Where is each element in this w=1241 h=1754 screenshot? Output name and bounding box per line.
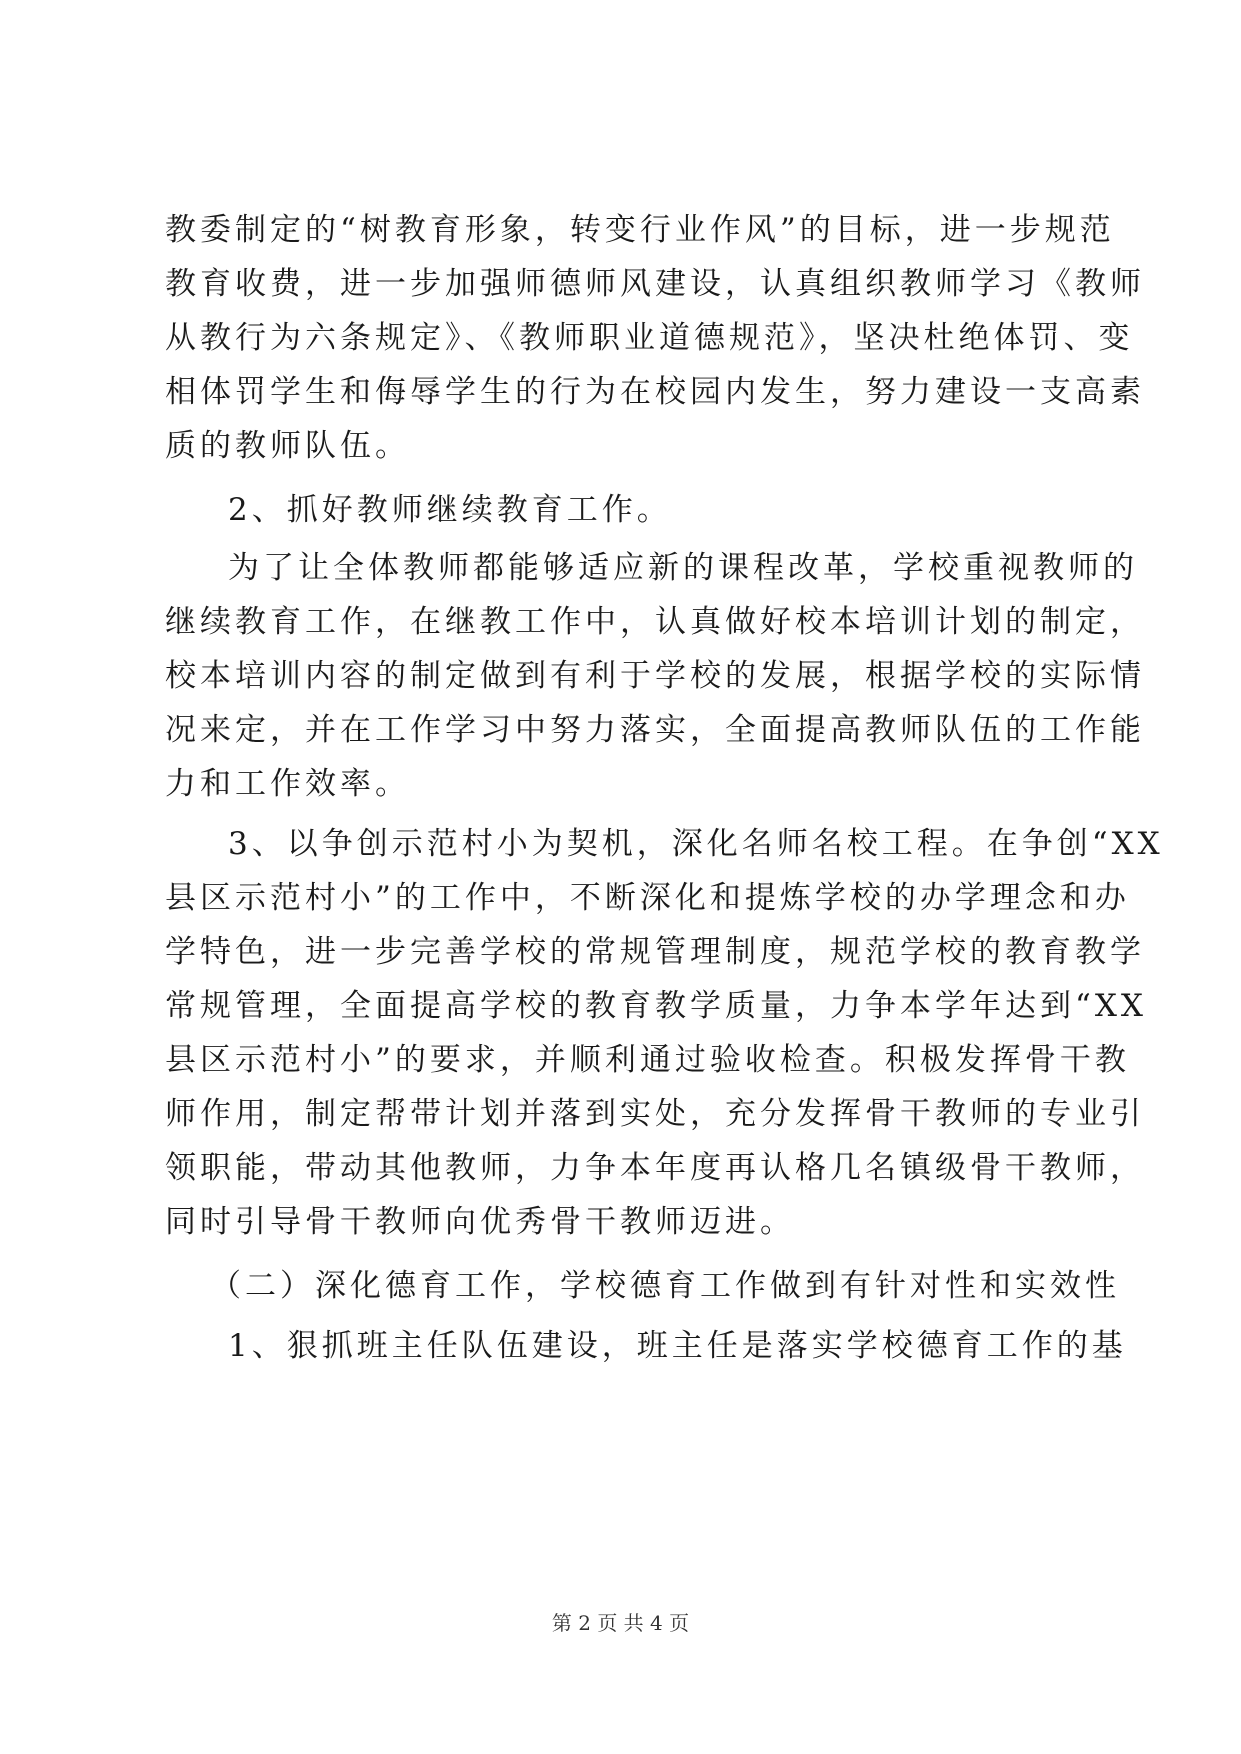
body-text-line: 同时引导骨干教师向优秀骨干教师迈进。 — [165, 1204, 795, 1240]
body-text-line: 为了让全体教师都能够适应新的课程改革，学校重视教师的 — [228, 550, 1138, 586]
body-text-line: 继续教育工作，在继教工作中，认真做好校本培训计划的制定， — [165, 604, 1145, 640]
body-text-line: 3、以争创示范村小为契机，深化名师名校工程。在争创“XX — [228, 826, 1164, 862]
body-text-line: 从教行为六条规定》、《教师职业道德规范》，坚决杜绝体罚、变 — [165, 320, 1134, 356]
body-text-line: 质的教师队伍。 — [165, 428, 410, 464]
page-footer: 第 2 页 共 4 页 — [551, 1611, 690, 1635]
body-text-line: 教育收费，进一步加强师德师风建设，认真组织教师学习《教师 — [165, 266, 1145, 302]
body-text-line: 力和工作效率。 — [165, 766, 410, 802]
body-text-line: 1、狠抓班主任队伍建设，班主任是落实学校德育工作的基 — [228, 1328, 1127, 1364]
body-text-line: 况来定，并在工作学习中努力落实，全面提高教师队伍的工作能 — [165, 712, 1145, 748]
body-text-line: 教委制定的“树教育形象，转变行业作风”的目标，进一步规范 — [165, 212, 1115, 248]
section-heading: 2、抓好教师继续教育工作。 — [228, 492, 672, 528]
section-heading: （二）深化德育工作，学校德育工作做到有针对性和实效性 — [210, 1268, 1120, 1304]
body-text-line: 师作用，制定帮带计划并落到实处，充分发挥骨干教师的专业引 — [165, 1096, 1145, 1132]
body-text-line: 相体罚学生和侮辱学生的行为在校园内发生，努力建设一支高素 — [165, 374, 1145, 410]
body-text-line: 常规管理，全面提高学校的教育教学质量，力争本学年达到“XX — [165, 988, 1147, 1024]
body-text-line: 校本培训内容的制定做到有利于学校的发展，根据学校的实际情 — [165, 658, 1145, 694]
body-text-line: 县区示范村小”的工作中，不断深化和提炼学校的办学理念和办 — [165, 880, 1130, 916]
body-text-line: 学特色，进一步完善学校的常规管理制度，规范学校的教育教学 — [165, 934, 1145, 970]
body-text-line: 县区示范村小”的要求，并顺利通过验收检查。积极发挥骨干教 — [165, 1042, 1130, 1078]
body-text-line: 领职能，带动其他教师，力争本年度再认格几名镇级骨干教师， — [165, 1150, 1145, 1186]
